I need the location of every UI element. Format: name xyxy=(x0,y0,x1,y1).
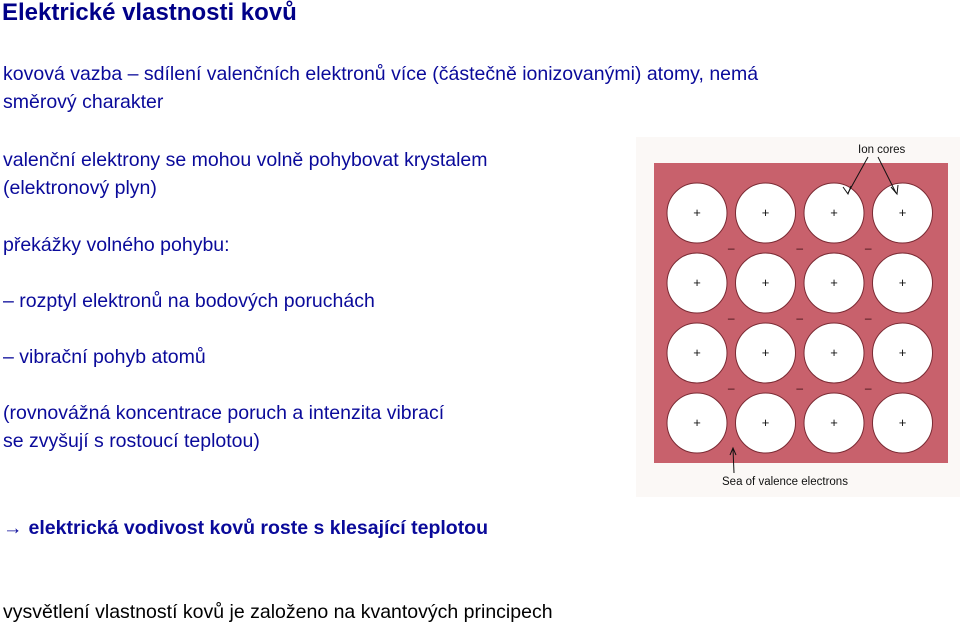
arrow-icon: → xyxy=(3,517,23,539)
valence-electron: – xyxy=(796,241,804,255)
valence-electron: – xyxy=(796,311,804,325)
ion-charge-label: + xyxy=(761,415,770,430)
footer-text: vysvětlení vlastností kovů je založeno na kvantových principech xyxy=(3,601,553,623)
paragraph-obstacles: překážky volného pohybu: xyxy=(3,234,230,256)
ion-charge-label: + xyxy=(898,345,907,360)
slide-title: Elektrické vlastnosti kovů xyxy=(2,0,297,26)
bullet-vibration: – vibrační pohyb atomů xyxy=(3,346,206,368)
ion-charge-label: + xyxy=(693,345,701,360)
paragraph-valence-electrons-line1: valenční elektrony se mohou volně pohybovat krystalem xyxy=(3,149,488,171)
ion-charge-label: + xyxy=(761,345,770,360)
valence-electron: – xyxy=(796,381,804,395)
ion-charge-label: + xyxy=(693,415,701,430)
ion-charge-label: + xyxy=(761,275,770,290)
valence-electron: – xyxy=(727,311,735,325)
ion-cores-label: Ion cores xyxy=(858,144,906,156)
valence-electron: – xyxy=(864,241,872,255)
ion-charge-label: + xyxy=(830,205,838,220)
valence-electron: – xyxy=(727,241,735,255)
valence-electron: – xyxy=(727,381,735,395)
ion-charge-label: + xyxy=(693,275,701,290)
ion-charge-label: + xyxy=(898,205,907,220)
ion-charge-label: + xyxy=(693,205,701,220)
bullet-scattering: – rozptyl elektronů na bodových poruchách xyxy=(3,290,375,312)
conclusion xyxy=(3,517,488,540)
sea-of-valence-electrons-label: Sea of valence electrons xyxy=(722,476,848,488)
ion-charge-label: + xyxy=(830,345,838,360)
ion-charge-label: + xyxy=(898,275,907,290)
ion-charge-label: + xyxy=(898,415,907,430)
ion-charge-label: + xyxy=(830,415,838,430)
conclusion-text: elektrická vodivost kovů roste s klesající teplotou xyxy=(28,517,489,539)
paragraph-temperature-line1: (rovnovážná koncentrace poruch a intenzita vibrací xyxy=(3,402,445,424)
valence-electron: – xyxy=(864,381,872,395)
paragraph-temperature-line2: se zvyšují s rostoucí teplotou) xyxy=(3,430,260,452)
paragraph-valence-electrons-line2: (elektronový plyn) xyxy=(3,177,157,199)
paragraph-metallic-bond-line1: kovová vazba – sdílení valenčních elektronů více (částečně ionizovanými) atomy, nemá xyxy=(3,63,759,85)
ion-charge-label: + xyxy=(830,275,838,290)
electron-sea-diagram xyxy=(636,137,960,497)
ion-charge-label: + xyxy=(761,205,770,220)
metallic-bond-figure xyxy=(636,137,960,497)
paragraph-metallic-bond-line2: směrový charakter xyxy=(3,91,164,113)
valence-electron: – xyxy=(864,311,872,325)
